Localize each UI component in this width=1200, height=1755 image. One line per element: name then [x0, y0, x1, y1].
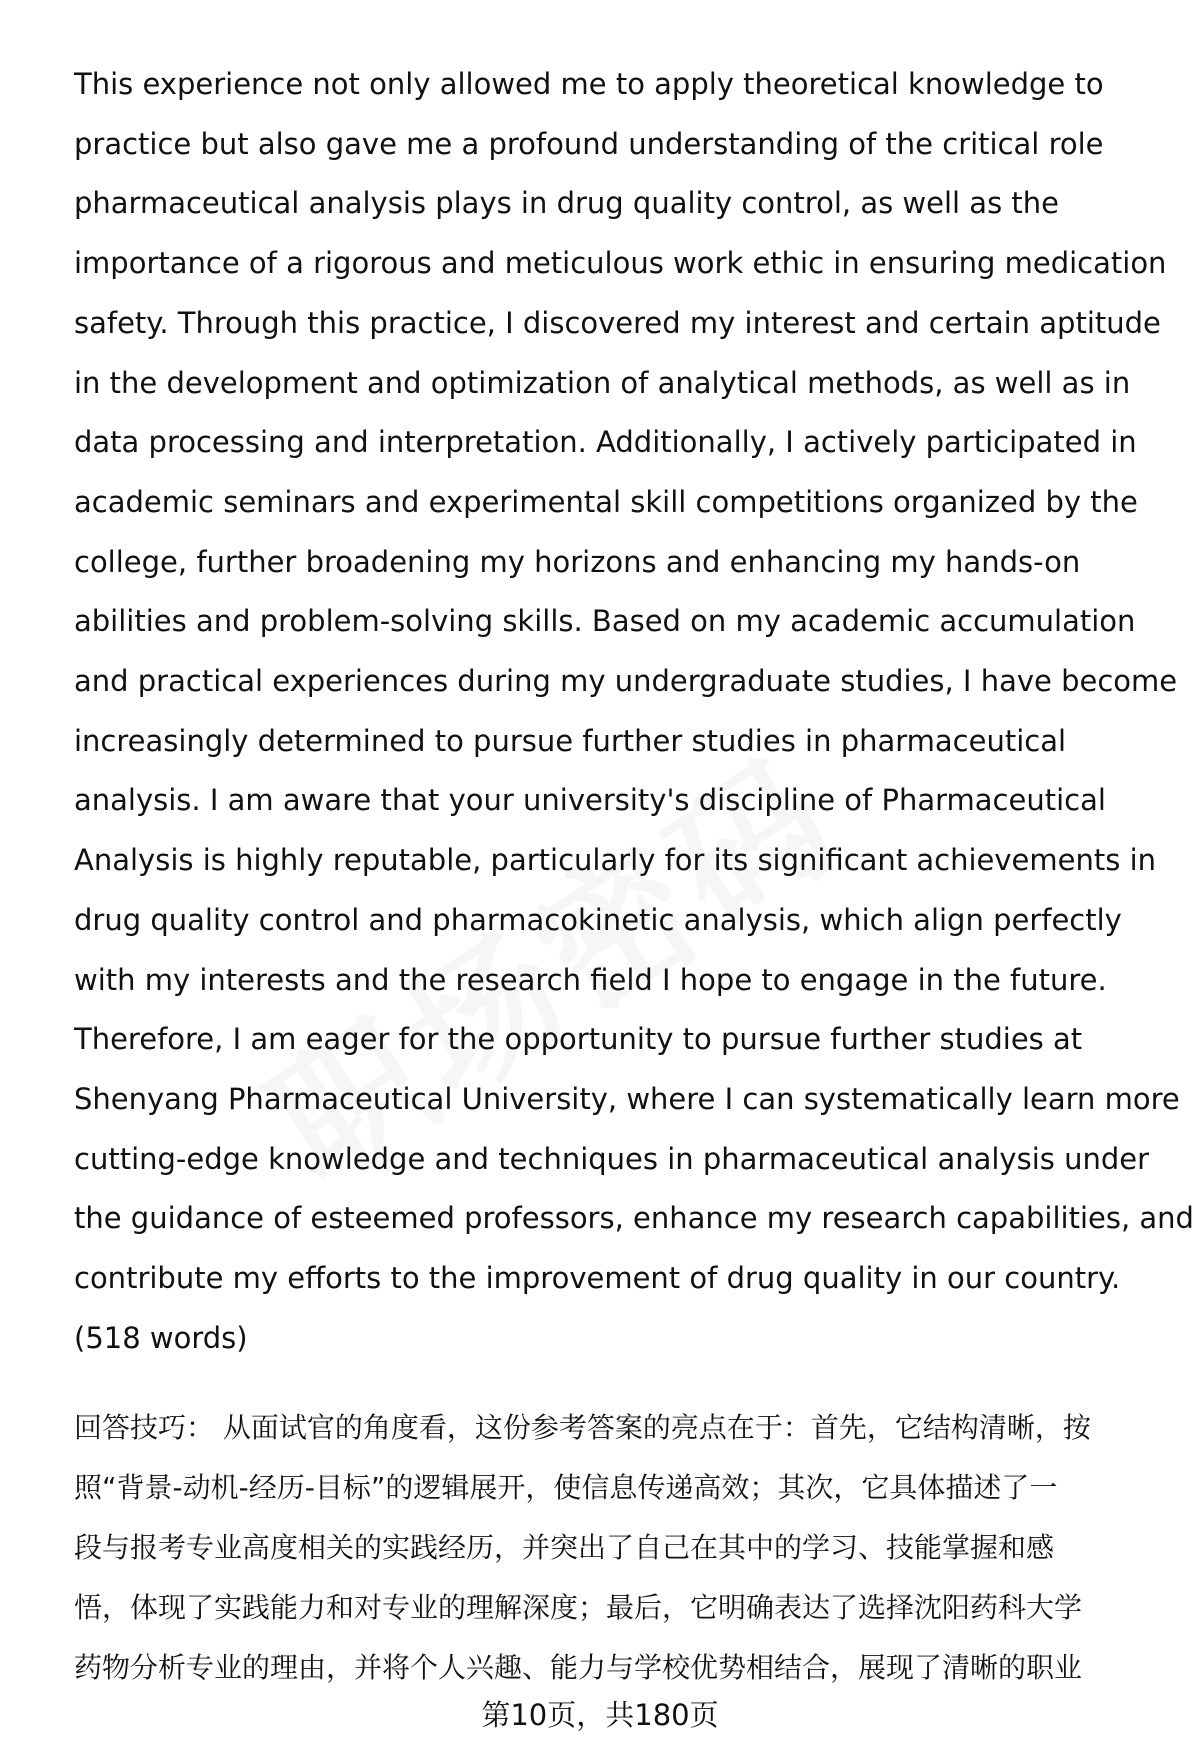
essay-line: increasingly determined to pursue further studies in pharmaceutical: [74, 723, 1067, 758]
essay-line: with my interests and the research field I hope to engage in the future.: [74, 962, 1107, 997]
essay-line: contribute my efforts to the improvement of drug quality in our country.: [74, 1261, 1121, 1296]
essay-line: drug quality control and pharmacokinetic analysis, which align perfectly: [74, 902, 1122, 937]
essay-line: pharmaceutical analysis plays in drug quality control, as well as the: [74, 186, 1059, 221]
answer-tips: [74, 1398, 1159, 1698]
tip-line: 药物分析专业的理由，并将个人兴趣、能力与学校优势相结合，展现了清晰的职业: [74, 1651, 1083, 1685]
essay-line: abilities and problem-solving skills. Based on my academic accumulation: [74, 604, 1136, 639]
tip-line: 回答技巧： 从面试官的角度看，这份参考答案的亮点在于：首先，它结构清晰，按: [74, 1411, 1091, 1445]
essay-paragraph: [74, 55, 1194, 1368]
essay-line: practice but also gave me a profound understanding of the critical role: [74, 126, 1104, 161]
essay-line: This experience not only allowed me to apply theoretical knowledge to: [74, 67, 1104, 101]
essay-line: Analysis is highly reputable, particularly for its significant achievements in: [74, 843, 1157, 878]
essay-line: academic seminars and experimental skill competitions organized by the: [74, 484, 1138, 519]
essay-line: college, further broadening my horizons and enhancing my hands-on: [74, 544, 1081, 579]
tip-line: 段与报考专业高度相关的实践经历，并突出了自己在其中的学习、技能掌握和感: [74, 1531, 1055, 1565]
essay-line: cutting-edge knowledge and techniques in pharmaceutical analysis under: [74, 1141, 1150, 1176]
essay-line: and practical experiences during my undergraduate studies, I have become: [74, 664, 1178, 699]
tip-line: 悟，体现了实践能力和对专业的理解深度；最后，它明确表达了选择沈阳药科大学: [74, 1591, 1083, 1625]
tip-line: 照“背景-动机-经历-目标”的逻辑展开，使信息传递高效；其次，它具体描述了一: [74, 1471, 1058, 1505]
essay-line: safety. Through this practice, I discovered my interest and certain aptitude: [74, 305, 1161, 340]
essay-line: importance of a rigorous and meticulous work ethic in ensuring medication: [74, 246, 1167, 281]
essay-line: the guidance of esteemed professors, enhance my research capabilities, and: [74, 1201, 1194, 1236]
page-content: [74, 55, 1194, 1698]
page-indicator: 第10页，共180页: [481, 1698, 719, 1732]
word-count: (518 words): [74, 1320, 248, 1355]
essay-line: analysis. I am aware that your university's discipline of Pharmaceutical: [74, 783, 1106, 818]
essay-line: in the development and optimization of analytical methods, as well as in: [74, 365, 1131, 400]
essay-line: data processing and interpretation. Additionally, I actively participated in: [74, 425, 1137, 460]
essay-line: Shenyang Pharmaceutical University, where I can systematically learn more: [74, 1081, 1180, 1116]
essay-line: Therefore, I am eager for the opportunity to pursue further studies at: [74, 1022, 1083, 1057]
